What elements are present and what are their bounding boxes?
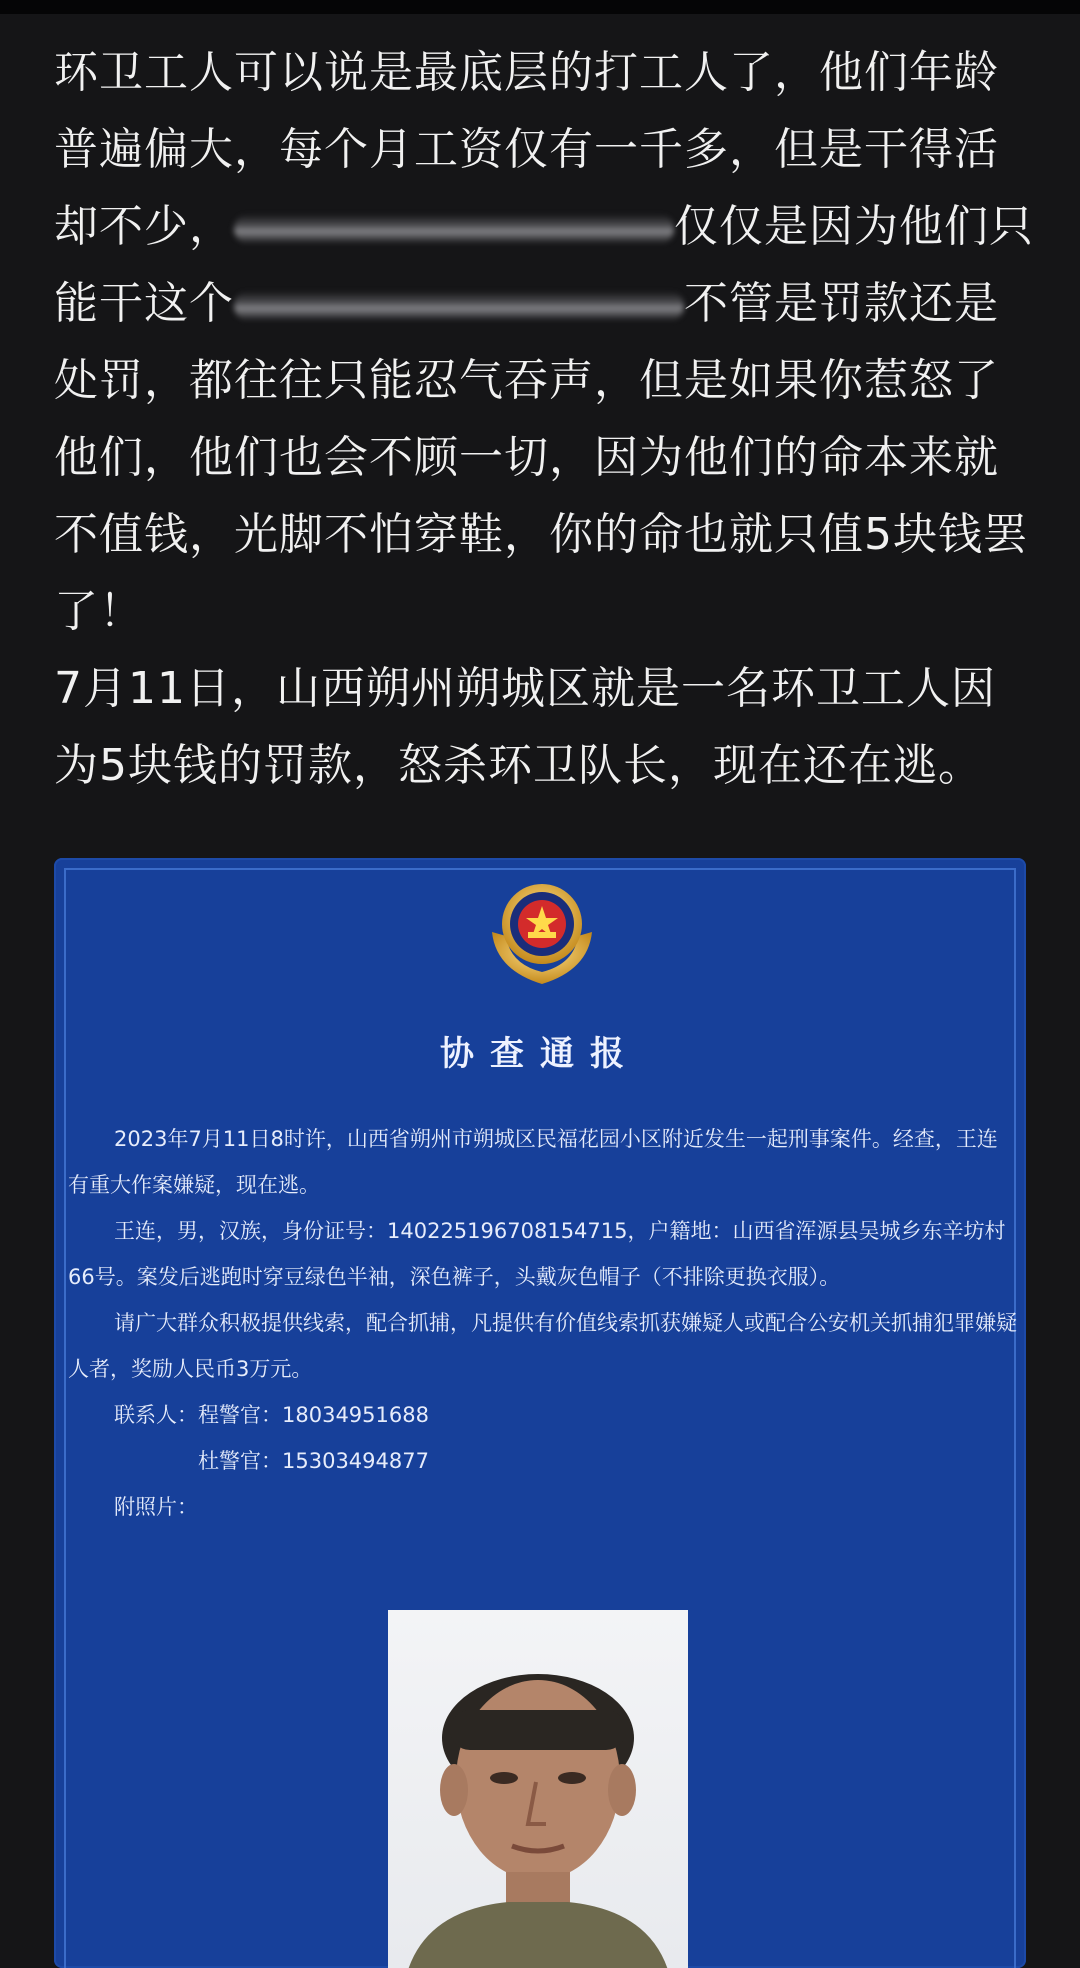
post-text — [54, 34, 1034, 804]
contact-line: 杜警官：15303494877 — [198, 1449, 429, 1473]
status-bar-strip — [0, 0, 1080, 14]
notice-paragraph: 请广大群众积极提供线索，配合抓捕，凡提供有价值线索抓获嫌疑人或配合公安机关抓捕犯罪嫌疑人者，奖励人民币3万元。 — [68, 1311, 1017, 1381]
suspect-photo — [388, 1610, 688, 1968]
suspect-portrait — [388, 1610, 688, 1968]
police-notice-image[interactable] — [54, 858, 1026, 1968]
redaction-blur — [234, 214, 674, 244]
notice-title: 协查通报 — [440, 1034, 640, 1074]
post-paragraph-2: 7月11日，山西朔州朔城区就是一名环卫工人因为5块钱的罚款，怒杀环卫队长，现在还在逃。 — [54, 663, 996, 791]
post-text-segment: 仅仅是因为他们只能干这个 — [54, 201, 1034, 329]
notice-paragraph: 王连，男，汉族，身份证号：140225196708154715，户籍地：山西省浑源县吴城乡东辛坊村66号。案发后逃跑时穿豆绿色半袖，深色裤子，头戴灰色帽子（不排除更换衣服）。 — [68, 1219, 1006, 1289]
post-text-segment: 不管是罚款还是处罚，都往往只能忍气吞声，但是如果你惹怒了他们，他们也会不顾一切，因为他们的命本来就不值钱，光脚不怕穿鞋，你的命也就只值5块钱罢了！ — [54, 278, 1028, 637]
redaction-blur — [234, 291, 684, 321]
photo-label: 附照片： — [114, 1495, 198, 1519]
notice-paragraph: 2023年7月11日8时许，山西省朔州市朔城区民福花园小区附近发生一起刑事案件。经查，王连有重大作案嫌疑，现在逃。 — [68, 1127, 998, 1197]
notice-body — [68, 1116, 1018, 1530]
police-emblem-icon — [482, 872, 602, 990]
contact-line: 联系人：程警官：18034951688 — [114, 1403, 429, 1427]
post-paragraph-1 — [54, 34, 1034, 650]
post-text-segment: 环卫工人可以说是最底层的打工人了，他们年龄普遍偏大，每个月工资仅有一千多，但是干得活却不少， — [54, 47, 999, 252]
